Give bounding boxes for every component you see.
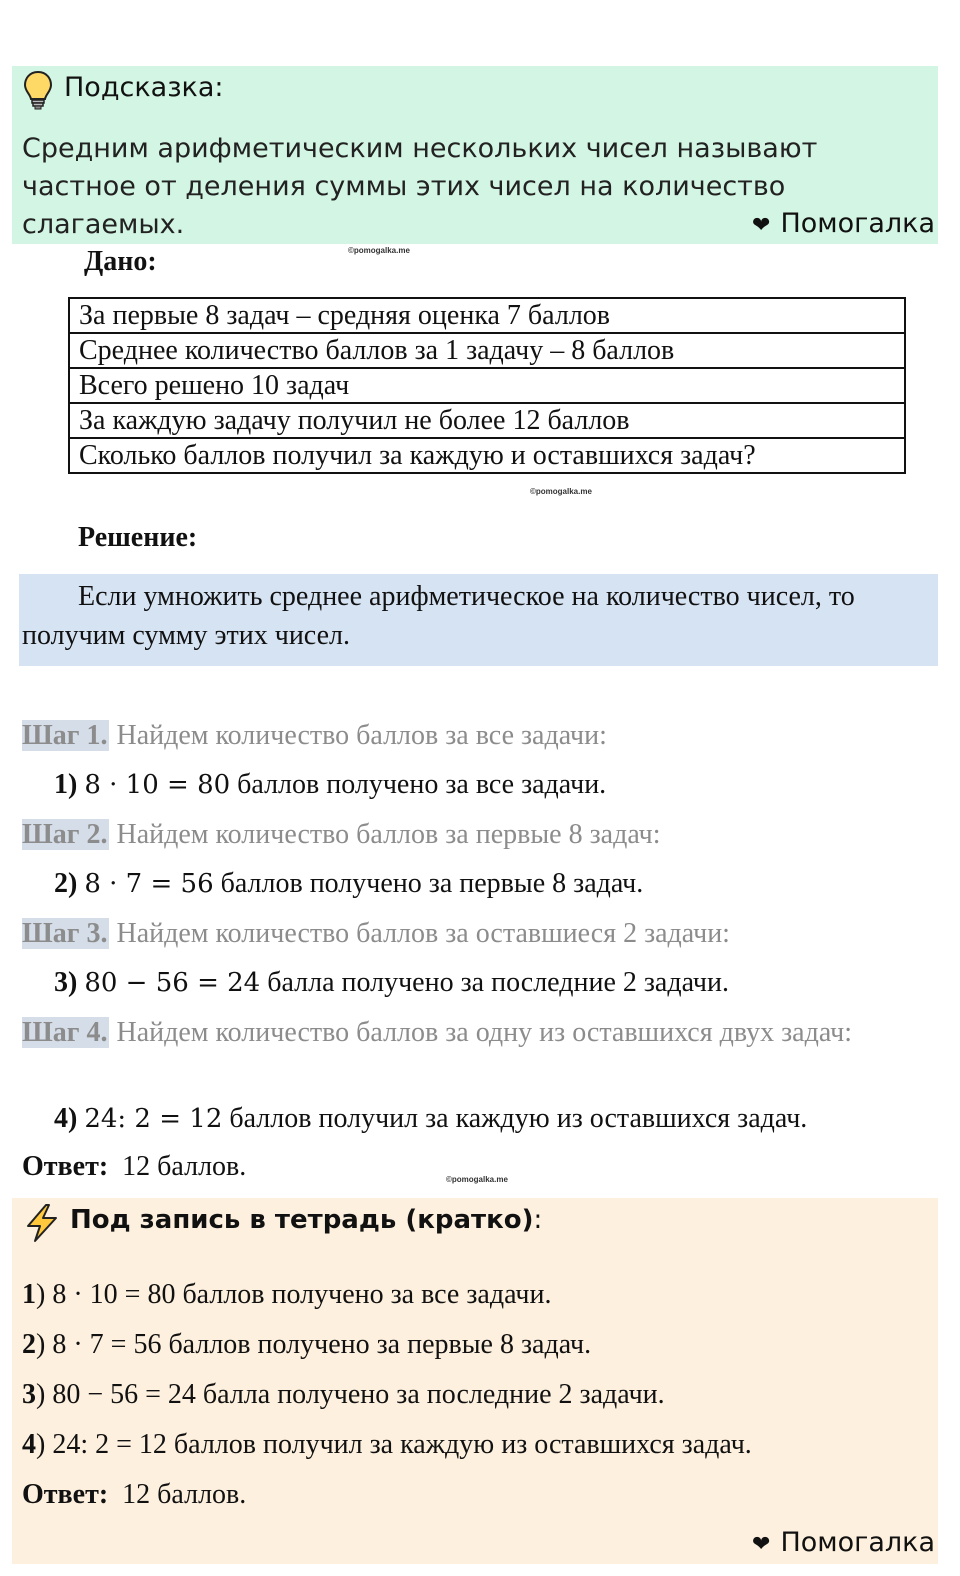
step-label: Шаг 1.	[22, 720, 108, 751]
short-line-3	[22, 1377, 665, 1413]
calc-expr: 24: 2 = 12	[84, 1104, 223, 1134]
calc-1	[54, 767, 606, 803]
step-text: Найдем количество баллов за одну из оставшихся двух задач:	[109, 1017, 853, 1048]
short-record-title	[70, 1205, 542, 1235]
step-4	[22, 1015, 902, 1051]
brand-top	[752, 208, 935, 239]
step-text: Найдем количество баллов за оставшиеся 2 задачи:	[109, 918, 730, 949]
hint-text: Средним арифметическим нескольких чисел называют частное от деления суммы этих чисел на количество слагаемых.	[22, 133, 818, 240]
step-text: Найдем количество баллов за первые 8 задач:	[109, 819, 661, 850]
short-line-1	[22, 1277, 551, 1313]
table-row	[69, 298, 905, 333]
table-cell: За первые 8 задач – средняя оценка 7 баллов	[69, 298, 905, 333]
lightning-icon	[22, 1203, 62, 1243]
step-2	[22, 817, 661, 853]
step-1	[22, 718, 607, 754]
short-rest: ) 8 · 7 = 56 баллов получено за первые 8 задач.	[36, 1329, 592, 1360]
answer	[22, 1151, 246, 1183]
brand-label: Помогалка	[780, 1527, 935, 1558]
calc-expr: 8 · 7 = 56	[84, 869, 214, 899]
calc-result: баллов получил за каждую из оставшихся задач.	[222, 1103, 808, 1134]
short-answer-value: 12 баллов.	[122, 1479, 247, 1510]
lightbulb-icon	[22, 70, 54, 110]
heart-icon: ❤	[752, 1532, 771, 1557]
short-title-text: Под запись в тетрадь (кратко)	[70, 1205, 534, 1235]
calc-4	[54, 1101, 807, 1137]
intro-text: Если умножить среднее арифметическое на количество чисел, то получим сумму этих чисел.	[22, 581, 855, 651]
short-line-2	[22, 1327, 591, 1363]
table-row	[69, 403, 905, 438]
brand-label: Помогалка	[780, 208, 935, 239]
short-rest: ) 24: 2 = 12 баллов получил за каждую из оставшихся задач.	[36, 1429, 752, 1460]
calc-result: баллов получено за первые 8 задач.	[213, 868, 644, 899]
calc-3	[54, 965, 729, 1001]
short-title-colon: :	[533, 1205, 543, 1235]
table-row	[69, 333, 905, 368]
watermark: ©pomogalka.me	[348, 246, 410, 255]
calc-expr: 80 − 56 = 24	[84, 968, 261, 998]
hint-title: Подсказка:	[64, 72, 224, 103]
calc-expr: 8 · 10 = 80	[84, 770, 231, 800]
table-cell: Всего решено 10 задач	[69, 368, 905, 403]
step-label: Шаг 2.	[22, 819, 108, 850]
short-rest: ) 80 − 56 = 24 балла получено за последние 2 задачи.	[36, 1379, 665, 1410]
brand-bottom	[752, 1527, 935, 1558]
table-row	[69, 438, 905, 473]
step-label: Шаг 4.	[22, 1017, 108, 1048]
given-table	[68, 297, 906, 474]
answer-value: 12 баллов.	[122, 1151, 247, 1182]
table-row	[69, 368, 905, 403]
table-cell: Среднее количество баллов за 1 задачу – 8 баллов	[69, 333, 905, 368]
calc-result: баллов получено за все задачи.	[230, 769, 607, 800]
table-cell: Сколько баллов получил за каждую и оставшихся задач?	[69, 438, 905, 473]
table-cell: За каждую задачу получил не более 12 баллов	[69, 403, 905, 438]
answer-label: Ответ:	[22, 1151, 109, 1182]
calc-num: 1)	[54, 769, 78, 800]
calc-result: балла получено за последние 2 задачи.	[260, 967, 729, 998]
solution-title: Решение:	[78, 522, 198, 553]
short-num: 4	[22, 1429, 36, 1460]
watermark: ©pomogalka.me	[446, 1175, 508, 1184]
calc-num: 2)	[54, 868, 78, 899]
heart-icon: ❤	[752, 213, 771, 238]
calc-num: 4)	[54, 1103, 78, 1134]
step-text: Найдем количество баллов за все задачи:	[109, 720, 607, 751]
short-num: 3	[22, 1379, 36, 1410]
calc-num: 3)	[54, 967, 78, 998]
short-answer	[22, 1477, 246, 1513]
calc-2	[54, 866, 643, 902]
given-title: Дано:	[84, 246, 157, 277]
step-3	[22, 916, 730, 952]
watermark: ©pomogalka.me	[530, 487, 592, 496]
step-label: Шаг 3.	[22, 918, 108, 949]
short-rest: ) 8 · 10 = 80 баллов получено за все задачи.	[36, 1279, 552, 1310]
short-line-4	[22, 1427, 752, 1463]
short-num: 1	[22, 1279, 36, 1310]
short-num: 2	[22, 1329, 36, 1360]
short-answer-label: Ответ:	[22, 1479, 109, 1510]
